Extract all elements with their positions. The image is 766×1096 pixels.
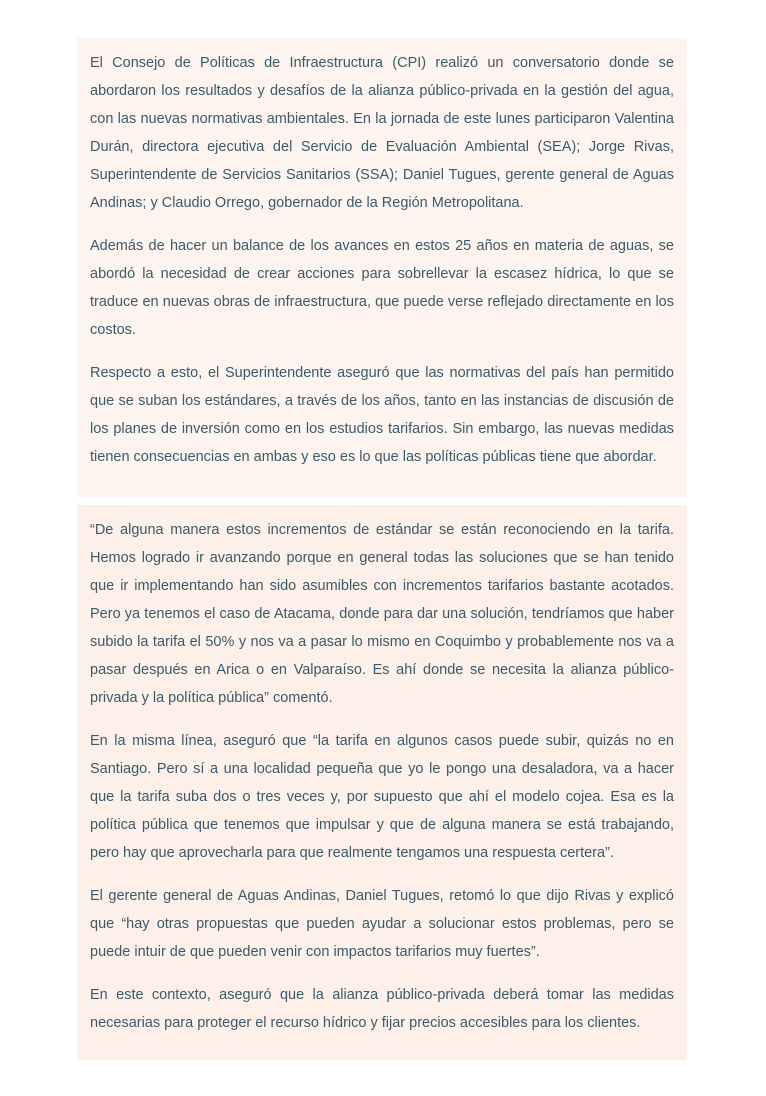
article-paragraph-quote: El gerente general de Aguas Andinas, Daniel Tugues, retomó lo que dijo Rivas y explicó que “hay otras propuestas que pueden ayudar a solucionar estos problemas, pero se puede intuir de que pueden venir con impactos tarifarios muy fuertes”. (90, 888, 674, 960)
article-content-column (77, 38, 687, 1060)
article-paragraph: El Consejo de Políticas de Infraestructura (CPI) realizó un conversatorio donde se abordaron los resultados y desafíos de la alianza público-privada en la gestión del agua, con las nuevas normativas ambientales. En la jornada de este lunes participaron Valentina Durán, directora ejecutiva del Servicio de Evaluación Ambiental (SEA); Jorge Rivas, Superintendente de Servicios Sanitarios (SSA); Daniel Tugues, gerente general de Aguas Andinas; y Claudio Orrego, gobernador de la Región Metropolitana. (90, 55, 674, 211)
article-paragraph: Además de hacer un balance de los avances en estos 25 años en materia de aguas, se abordó la necesidad de crear acciones para sobrellevar la escasez hídrica, lo que se traduce en nuevas obras de infraestructura, que puede verse reflejado directamente en los costos. (90, 238, 674, 338)
article-paragraph-quote: “De alguna manera estos incrementos de estándar se están reconociendo en la tarifa. Hemos logrado ir avanzando porque en general todas las soluciones que se han tenido que ir implementando han sido asumibles con incrementos tarifarios bastante acotados. Pero ya tenemos el caso de Atacama, donde para dar una solución, tendríamos que haber subido la tarifa el 50% y nos va a pasar lo mismo en Coquimbo y probablemente nos va a pasar después en Arica o en Valparaíso. Es ahí donde se necesita la alianza público-privada y la política pública” comentó. (90, 522, 674, 706)
article-paragraph-quote: En la misma línea, aseguró que “la tarifa en algunos casos puede subir, quizás no en Santiago. Pero sí a una localidad pequeña que yo le pongo una desaladora, va a hacer que la tarifa suba dos o tres veces y, por supuesto que ahí el modelo cojea. Esa es la política pública que tenemos que impulsar y que de alguna manera se está trabajando, pero hay que aprovecharla para que realmente tengamos una respuesta certera”. (90, 733, 674, 861)
quotes-text-block (77, 505, 687, 1060)
article-paragraph: En este contexto, aseguró que la alianza público-privada deberá tomar las medidas necesarias para proteger el recurso hídrico y fijar precios accesibles para los clientes. (90, 987, 674, 1031)
article-paragraph: Respecto a esto, el Superintendente aseguró que las normativas del país han permitido que se suban los estándares, a través de los años, tanto en las instancias de discusión de los planes de inversión como en los estudios tarifarios. Sin embargo, las nuevas medidas tienen consecuencias en ambas y eso es lo que las políticas públicas tiene que abordar. (90, 365, 674, 465)
intro-text-block (77, 38, 687, 497)
